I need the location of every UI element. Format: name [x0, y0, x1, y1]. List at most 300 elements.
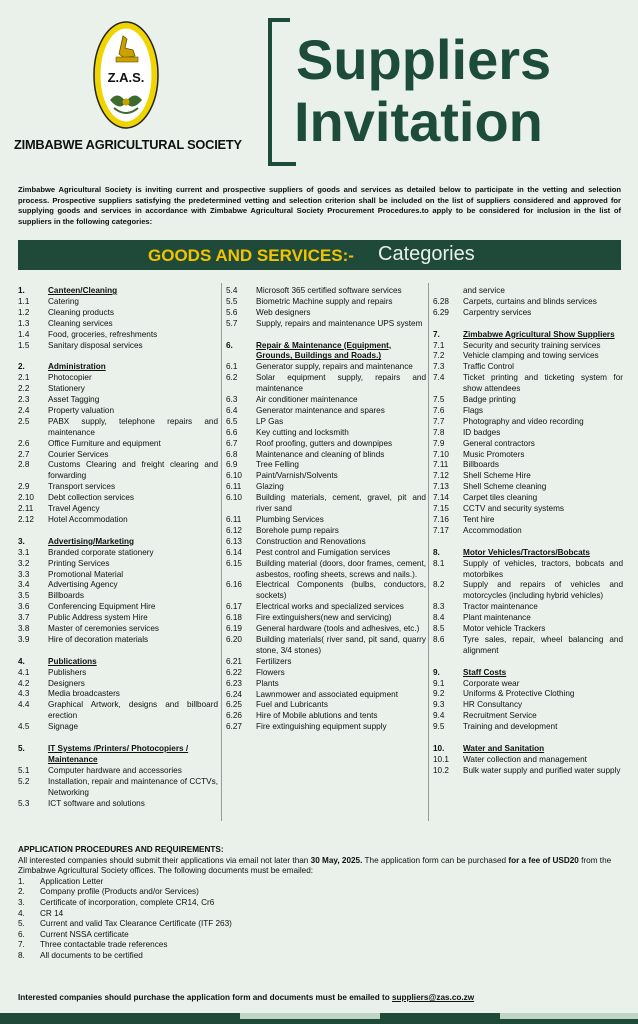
- item-number: 4.5: [18, 722, 30, 732]
- org-name: ZIMBABWE AGRICULTURAL SOCIETY: [14, 137, 242, 152]
- requirement-item: [18, 909, 623, 920]
- category-item: [433, 286, 623, 297]
- banner-heading: GOODS AND SERVICES:-: [148, 246, 354, 265]
- item-number: 2.3: [18, 395, 30, 405]
- category-item: [226, 515, 426, 526]
- item-text: Training and development: [463, 722, 558, 732]
- item-text: Ticket printing and ticketing system for show attendees: [463, 373, 623, 394]
- item-text: Tractor maintenance: [463, 602, 538, 612]
- category-item: [18, 482, 218, 493]
- item-text: IT Systems /Printers/ Photocopiers / Maintenance: [48, 744, 189, 764]
- item-text: Property valuation: [48, 405, 114, 415]
- category-item: [433, 624, 623, 635]
- item-text: Maintenance and cleaning of blinds: [256, 449, 385, 459]
- item-number: 6.18: [226, 613, 242, 623]
- item-number: 2.8: [18, 460, 30, 470]
- item-text: Microsoft 365 certified software services: [256, 286, 402, 295]
- category-column-1: [18, 286, 218, 809]
- item-text: Customs Clearing and freight clearing and forwarding: [48, 460, 218, 481]
- requirement-number: 1.: [18, 876, 25, 886]
- item-text: Branded corporate stationery: [48, 547, 154, 557]
- item-text: Fuel and Lubricants: [256, 700, 328, 710]
- item-number: 9.5: [433, 722, 445, 732]
- item-text: Carpet tiles cleaning: [463, 493, 538, 503]
- category-item: [18, 635, 218, 646]
- category-item: [226, 559, 426, 581]
- category-item: [226, 613, 426, 624]
- category-item: [18, 689, 218, 700]
- item-text: Building materials( river sand, pit sand, quarry stone, 3/4 stones): [256, 634, 426, 655]
- item-number: 8.1: [433, 558, 445, 568]
- category-item: [18, 417, 218, 439]
- category-item: [433, 351, 623, 362]
- item-text: Key cutting and locksmith: [256, 427, 349, 437]
- item-number: 6.21: [226, 656, 242, 666]
- item-number: 4.3: [18, 689, 30, 699]
- requirement-text: Current and valid Tax Clearance Certificate (ITF 263): [40, 919, 232, 929]
- item-number: 5.: [18, 744, 25, 753]
- categories-banner: [18, 240, 621, 270]
- item-text: Carpentry services: [463, 307, 532, 317]
- item-number: [433, 286, 463, 297]
- category-item: [226, 362, 426, 373]
- category-item: [226, 537, 426, 548]
- item-number: 8.2: [433, 580, 445, 590]
- item-text: Master of ceremonies services: [48, 624, 160, 634]
- item-number: 6.29: [433, 307, 449, 317]
- item-number: 5.5: [226, 296, 238, 306]
- category-item: [18, 330, 218, 341]
- item-text: Uniforms & Protective Clothing: [463, 689, 575, 699]
- item-text: Administration: [48, 362, 106, 372]
- category-item: [433, 373, 623, 395]
- category-item: [18, 395, 218, 406]
- item-number: 2.6: [18, 438, 30, 448]
- category-heading: [18, 744, 218, 766]
- category-heading: [226, 341, 426, 363]
- item-number: 1.4: [18, 329, 30, 339]
- banner-subheading: Categories: [378, 243, 475, 265]
- item-number: 6.: [226, 340, 233, 350]
- item-text: Asset Tagging: [48, 395, 100, 405]
- item-text: Designers: [48, 678, 85, 688]
- requirement-item: [18, 951, 623, 962]
- category-item: [226, 395, 426, 406]
- item-number: 9.1: [433, 678, 445, 688]
- item-number: 6.1: [226, 362, 238, 372]
- category-item: [433, 613, 623, 624]
- category-item: [18, 613, 218, 624]
- item-number: 6.24: [226, 689, 242, 699]
- category-item: [226, 482, 426, 493]
- item-number: 7.9: [433, 438, 445, 448]
- requirement-number: 3.: [18, 897, 25, 907]
- section-gap: [433, 733, 623, 744]
- category-item: [18, 668, 218, 679]
- item-text: Recruitment Service: [463, 711, 537, 721]
- category-item: [433, 406, 623, 417]
- requirement-item: [18, 940, 623, 951]
- category-heading: [18, 362, 218, 373]
- item-number: 7.5: [433, 395, 445, 405]
- item-number: 7.12: [433, 471, 449, 481]
- deadline: 30 May, 2025.: [310, 855, 363, 865]
- item-number: 7.3: [433, 362, 445, 372]
- item-text: Supply and repairs of vehicles and motorcycles (including hybrid vehicles): [463, 580, 623, 601]
- category-item: [433, 428, 623, 439]
- item-text: Shell Scheme cleaning: [463, 482, 547, 492]
- item-number: 2.11: [18, 504, 34, 514]
- item-text: General hardware (tools and adhesives, etc.): [256, 624, 420, 634]
- item-text: Hire of Mobile ablutions and tents: [256, 711, 378, 721]
- category-item: [433, 341, 623, 352]
- item-number: 7.6: [433, 405, 445, 415]
- item-number: 3.5: [18, 591, 30, 601]
- category-item: [226, 286, 426, 297]
- item-text: Food, groceries, refreshments: [48, 329, 158, 339]
- bottom-stripe: [500, 1013, 638, 1019]
- item-number: 9.2: [433, 689, 445, 699]
- item-text: Tree Felling: [256, 460, 299, 470]
- item-text: Billboards: [463, 460, 499, 470]
- item-text: Security and security training services: [463, 340, 601, 350]
- item-text: Pest control and Fumigation services: [256, 547, 391, 557]
- item-number: 9.: [433, 667, 440, 677]
- item-text: Shell Scheme Hire: [463, 471, 531, 481]
- category-item: [18, 602, 218, 613]
- item-number: 6.28: [433, 296, 449, 306]
- category-item: [433, 515, 623, 526]
- category-item: [226, 602, 426, 613]
- item-text: Zimbabwe Agricultural Show Suppliers: [463, 329, 615, 339]
- item-number: 7.1: [433, 340, 445, 350]
- item-number: 10.2: [433, 765, 449, 775]
- item-text: Generator maintenance and spares: [256, 405, 385, 415]
- item-number: 7.2: [433, 351, 445, 361]
- item-number: 7.13: [433, 482, 449, 492]
- item-text: Building materials, cement, gravel, pit and river sand: [256, 493, 426, 514]
- category-heading: [18, 286, 218, 297]
- category-item: [226, 548, 426, 559]
- item-text: Lawnmower and associated equipment: [256, 689, 399, 699]
- instructions-text-b: The application form can be purchased: [362, 855, 509, 865]
- category-item: [433, 362, 623, 373]
- item-number: 6.13: [226, 536, 242, 546]
- item-number: 7.4: [433, 373, 445, 383]
- requirement-item: [18, 898, 623, 909]
- item-text: Transport services: [48, 482, 116, 492]
- item-text: PABX supply, telephone repairs and maintenance: [48, 416, 218, 437]
- item-text: Biometric Machine supply and repairs: [256, 296, 393, 306]
- section-gap: [18, 733, 218, 744]
- item-text: HR Consultancy: [463, 700, 523, 710]
- category-item: [18, 799, 218, 810]
- category-item: [433, 711, 623, 722]
- item-text: Accommodation: [463, 525, 522, 535]
- item-number: 6.7: [226, 438, 238, 448]
- requirement-text: Certificate of incorporation, complete CR14, Cr6: [40, 897, 215, 907]
- item-number: 6.11: [226, 482, 242, 492]
- category-item: [18, 559, 218, 570]
- category-item: [226, 657, 426, 668]
- item-number: 3.1: [18, 547, 30, 557]
- item-number: 2.4: [18, 405, 30, 415]
- item-number: 4.1: [18, 667, 30, 677]
- item-text: Water and Sanitation: [463, 744, 545, 753]
- item-text: General contractors: [463, 438, 535, 448]
- item-number: 9.4: [433, 711, 445, 721]
- item-text: Advertising Agency: [48, 580, 118, 590]
- item-number: 9.3: [433, 700, 445, 710]
- item-text: Hire of decoration materials: [48, 634, 149, 644]
- item-number: 6.25: [226, 700, 242, 710]
- item-number: 6.22: [226, 667, 242, 677]
- category-item: [18, 406, 218, 417]
- item-text: Cleaning products: [48, 307, 114, 317]
- section-gap: [433, 537, 623, 548]
- category-heading: [18, 657, 218, 668]
- title-line-1: Suppliers: [296, 28, 552, 91]
- title-bracket-bottom: [268, 162, 296, 166]
- item-text: Repair & Maintenance (Equipment, Grounds, Buildings and Roads.): [256, 340, 392, 361]
- item-text: Debt collection services: [48, 493, 135, 503]
- item-text: Tyre sales, repair, wheel balancing and alignment: [463, 634, 623, 655]
- item-text: Graphical Artwork, designs and billboard erection: [48, 700, 218, 721]
- title-bracket-side: [268, 18, 272, 166]
- category-item: [18, 341, 218, 352]
- section-gap: [18, 646, 218, 657]
- category-item: [433, 580, 623, 602]
- category-item: [18, 297, 218, 308]
- item-text: Publishers: [48, 667, 87, 677]
- title-line-2: Invitation: [294, 90, 543, 153]
- item-number: 5.3: [18, 798, 30, 808]
- category-item: [226, 624, 426, 635]
- item-number: 2.5: [18, 416, 30, 426]
- item-number: 8.3: [433, 602, 445, 612]
- item-number: 10.1: [433, 754, 449, 764]
- item-number: 1.3: [18, 318, 30, 328]
- item-number: 4.: [18, 656, 25, 666]
- item-number: 2.: [18, 362, 25, 372]
- category-item: [18, 384, 218, 395]
- category-item: [226, 428, 426, 439]
- item-text: Roof proofing, gutters and downpipes: [256, 438, 393, 448]
- item-text: and service: [463, 286, 505, 295]
- item-number: 6.3: [226, 395, 238, 405]
- requirement-text: Application Letter: [40, 876, 104, 886]
- category-item: [18, 373, 218, 384]
- category-item: [433, 308, 623, 319]
- category-item: [18, 439, 218, 450]
- category-item: [433, 439, 623, 450]
- item-number: 6.23: [226, 678, 242, 688]
- item-number: 5.4: [226, 286, 238, 295]
- item-number: 4.4: [18, 700, 30, 710]
- requirement-text: Current NSSA certificate: [40, 929, 129, 939]
- item-text: Motor Vehicles/Tractors/Bobcats: [463, 547, 590, 557]
- category-item: [18, 548, 218, 559]
- category-item: [226, 308, 426, 319]
- item-number: 6.10: [226, 471, 242, 481]
- item-text: Borehole pump repairs: [256, 525, 339, 535]
- requirement-number: 6.: [18, 929, 25, 939]
- item-text: Tent hire: [463, 515, 495, 525]
- category-item: [18, 570, 218, 581]
- item-text: Carpets, curtains and blinds services: [463, 296, 597, 306]
- category-item: [433, 559, 623, 581]
- item-text: Generator supply, repairs and maintenance: [256, 362, 413, 372]
- item-number: 2.7: [18, 449, 30, 459]
- category-item: [433, 471, 623, 482]
- item-number: 2.12: [18, 515, 34, 525]
- category-item: [433, 395, 623, 406]
- category-column-2: [226, 286, 426, 733]
- application-instructions: [18, 856, 623, 877]
- footer-note: [18, 993, 474, 1002]
- section-gap: [18, 351, 218, 362]
- item-number: 7.11: [433, 460, 449, 470]
- intro-paragraph: Zimbabwe Agricultural Society is inviting current and prospective suppliers of goods and services as detailed below to participate in the vetting and selection process. Prospective suppliers satisfying the predetermined vetting and selection criterion shall be included on the list of suppliers considered and approved for supplying goods and services in accordance with Zimbabwe Agricultural Society Procurement Procedures.to apply to be considered for inclusion in the list of suppliers in the following categories:: [18, 185, 621, 226]
- item-number: 7.: [433, 329, 440, 339]
- category-item: [226, 439, 426, 450]
- category-item: [226, 580, 426, 602]
- category-heading: [18, 537, 218, 548]
- item-text: Supply, repairs and maintenance UPS system: [256, 318, 423, 328]
- footer-note-text: Interested companies should purchase the application form and documents must be emailed to: [18, 993, 392, 1002]
- item-number: 3.: [18, 536, 25, 546]
- item-text: Signage: [48, 722, 79, 732]
- item-number: 1.2: [18, 307, 30, 317]
- item-text: Plant maintenance: [463, 613, 531, 623]
- category-item: [18, 766, 218, 777]
- category-item: [18, 515, 218, 526]
- category-column-3: [433, 286, 623, 777]
- item-text: Catering: [48, 296, 79, 306]
- item-number: 2.2: [18, 384, 30, 394]
- item-text: Billboards: [48, 591, 84, 601]
- item-number: 1.5: [18, 340, 30, 350]
- item-number: 7.7: [433, 416, 445, 426]
- item-text: Cleaning services: [48, 318, 113, 328]
- requirement-number: 8.: [18, 950, 25, 960]
- item-text: Installation, repair and maintenance of CCTVs, Networking: [48, 776, 218, 797]
- category-item: [226, 297, 426, 308]
- category-item: [18, 624, 218, 635]
- category-item: [433, 450, 623, 461]
- category-item: [226, 711, 426, 722]
- item-text: Motor vehicle Trackers: [463, 624, 546, 634]
- item-number: 2.1: [18, 373, 30, 383]
- category-item: [18, 450, 218, 461]
- item-text: Publications: [48, 656, 97, 666]
- category-item: [226, 373, 426, 395]
- item-text: Hotel Accommodation: [48, 515, 128, 525]
- requirement-number: 7.: [18, 940, 25, 950]
- application-title: APPLICATION PROCEDURES AND REQUIREMENTS:: [18, 845, 224, 854]
- item-text: Public Address system Hire: [48, 613, 148, 623]
- item-number: 5.1: [18, 765, 30, 775]
- item-text: Photocopier: [48, 373, 92, 383]
- category-item: [226, 460, 426, 471]
- category-item: [433, 493, 623, 504]
- category-heading: [433, 668, 623, 679]
- category-item: [226, 319, 426, 330]
- category-item: [226, 690, 426, 701]
- item-text: Paint/Varnish/Solvents: [256, 471, 338, 481]
- item-text: Building material (doors, door frames, cement, asbestos, roofing sheets, screws and nails.).: [256, 558, 426, 579]
- item-number: 6.5: [226, 416, 238, 426]
- requirement-text: All documents to be certified: [40, 950, 143, 960]
- item-number: 3.3: [18, 569, 30, 579]
- item-text: Staff Costs: [463, 667, 507, 677]
- requirement-number: 4.: [18, 908, 25, 918]
- category-item: [226, 450, 426, 461]
- zas-logo: [92, 20, 160, 130]
- item-number: 8.5: [433, 624, 445, 634]
- category-heading: [433, 548, 623, 559]
- item-text: ID badges: [463, 427, 501, 437]
- requirement-item: [18, 930, 623, 941]
- item-number: 2.9: [18, 482, 30, 492]
- category-item: [18, 679, 218, 690]
- item-number: 6.19: [226, 624, 242, 634]
- item-text: Conferencing Equipment Hire: [48, 602, 156, 612]
- item-number: 7.8: [433, 427, 445, 437]
- section-gap: [18, 526, 218, 537]
- item-text: Courier Services: [48, 449, 109, 459]
- fee: for a fee of USD20: [508, 855, 579, 865]
- item-text: Vehicle clamping and towing services: [463, 351, 599, 361]
- item-text: Plumbing Services: [256, 515, 324, 525]
- item-text: Water collection and management: [463, 754, 587, 764]
- instructions-text-a: All interested companies should submit their applications via email not later than: [18, 855, 311, 865]
- application-procedures: [18, 845, 623, 962]
- requirement-number: 5.: [18, 919, 25, 929]
- item-number: 4.2: [18, 678, 30, 688]
- category-item: [433, 700, 623, 711]
- category-item: [226, 668, 426, 679]
- section-gap: [433, 657, 623, 668]
- item-number: 2.10: [18, 493, 34, 503]
- item-number: 7.10: [433, 449, 449, 459]
- category-item: [226, 635, 426, 657]
- category-item: [433, 526, 623, 537]
- category-item: [433, 679, 623, 690]
- item-text: Web designers: [256, 307, 311, 317]
- item-text: Electrical works and specialized services: [256, 602, 404, 612]
- item-text: Flags: [463, 405, 484, 415]
- category-item: [18, 700, 218, 722]
- item-number: 7.14: [433, 493, 449, 503]
- item-text: Air conditioner maintenance: [256, 395, 358, 405]
- item-number: 7.16: [433, 515, 449, 525]
- requirement-item: [18, 919, 623, 930]
- column-divider: [221, 283, 222, 821]
- item-number: 1.1: [18, 296, 30, 306]
- item-text: Construction and Renovations: [256, 536, 366, 546]
- item-number: 6.26: [226, 711, 242, 721]
- email-link[interactable]: suppliers@zas.co.zw: [391, 993, 475, 1002]
- item-text: Advertising/Marketing: [48, 536, 134, 546]
- category-item: [226, 526, 426, 537]
- item-text: Sanitary disposal services: [48, 340, 143, 350]
- category-item: [433, 689, 623, 700]
- category-item: [18, 591, 218, 602]
- title-block: [268, 18, 638, 166]
- item-number: 8.: [433, 547, 440, 557]
- item-text: Printing Services: [48, 558, 110, 568]
